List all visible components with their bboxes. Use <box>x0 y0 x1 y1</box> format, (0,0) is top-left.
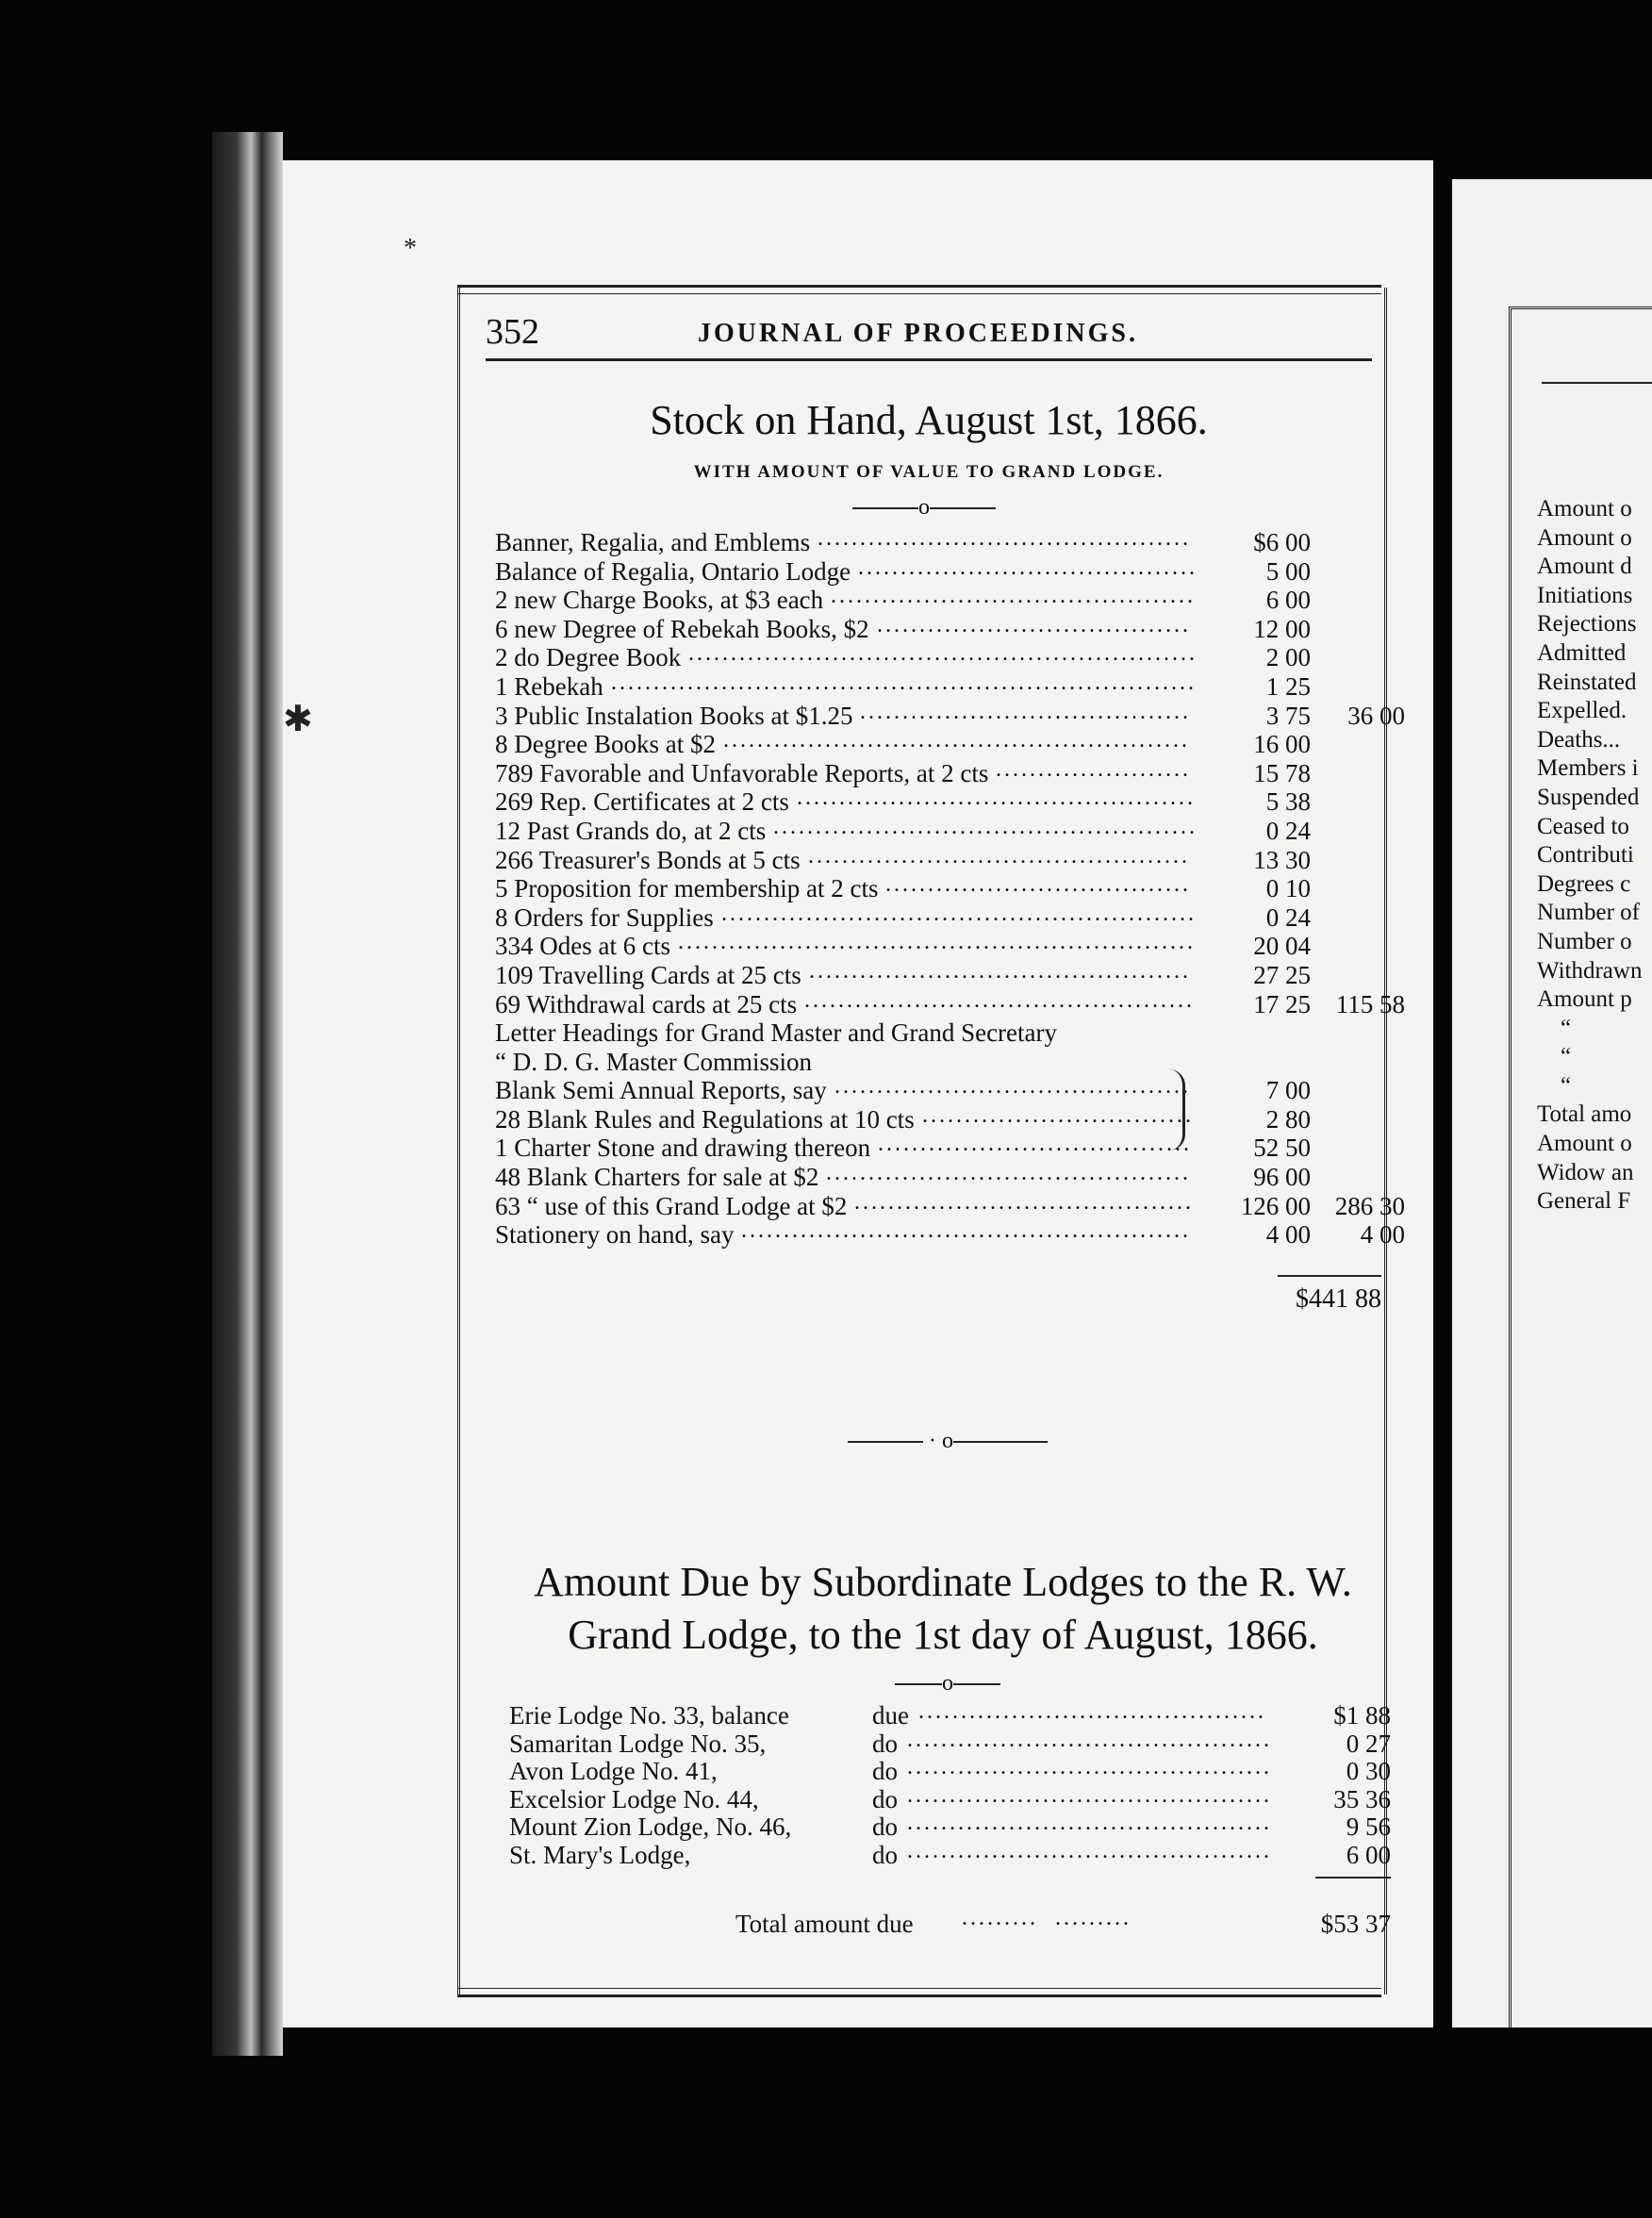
adjacent-page-list <box>1537 495 1652 1217</box>
stock-ornament <box>830 495 1018 521</box>
scan-speck: * <box>404 234 417 263</box>
stock-row-description: Blank Semi Annual Reports, say <box>495 1076 827 1105</box>
leader-dots: ........................................... <box>831 584 1196 609</box>
stock-row-amount: 0 10 <box>1265 874 1311 903</box>
stock-row <box>495 1018 1381 1048</box>
stock-row-description: Balance of Regalia, Ontario Lodge <box>495 556 851 586</box>
adjacent-page-line: Withdrawn <box>1537 957 1643 984</box>
due-row-amount: 0 30 <box>1346 1757 1391 1786</box>
leader-dots: ........................................... <box>907 1838 1272 1863</box>
leader-dots: ........................................... <box>907 1782 1272 1808</box>
adjacent-page-line: General F <box>1537 1188 1631 1215</box>
scan-speck: ✱ <box>283 700 313 739</box>
stock-row-description: 8 Orders for Supplies <box>495 902 714 932</box>
due-total-label: Total amount due <box>735 1910 914 1938</box>
due-row-ditto: due <box>872 1701 909 1730</box>
stock-row-description: 1 Rebekah <box>495 671 603 701</box>
leader-dots: ................................ <box>922 1102 1194 1128</box>
stock-row-amount: $6 00 <box>1253 528 1311 556</box>
stock-row <box>495 730 1381 759</box>
stock-row-amount: 7 00 <box>1265 1076 1311 1105</box>
leader-dots: ............................................ <box>818 526 1191 551</box>
section-separator: · o <box>839 1429 1056 1454</box>
book-spine-edge <box>212 132 283 2056</box>
stock-row-amount: 3 75 <box>1265 701 1311 730</box>
adjacent-page-line: Admitted <box>1537 639 1627 666</box>
leader-dots: .......................................... <box>834 1074 1191 1100</box>
adjacent-page-line: “ <box>1561 1015 1572 1041</box>
leader-dots: ........................................... <box>826 1161 1191 1186</box>
leader-dots: ............................................. <box>809 958 1191 984</box>
adjacent-page-line: Amount o <box>1537 524 1632 551</box>
leader-dots: ........................................ <box>858 554 1198 580</box>
stock-grand-total: $441 88 <box>1296 1284 1381 1314</box>
stock-row-subtotal: 36 00 <box>1347 701 1405 730</box>
adjacent-page-line: Members i <box>1537 755 1639 782</box>
stock-row-description: Letter Headings for Grand Master and Grand Secretary <box>495 1018 1058 1048</box>
adjacent-page-line: Suspended <box>1537 784 1640 810</box>
leader-dots: .................................... <box>885 872 1191 898</box>
stock-row-amount: 52 50 <box>1253 1134 1311 1163</box>
leader-dots: ........................................... <box>907 1811 1272 1836</box>
adjacent-page-line: Amount p <box>1537 986 1632 1013</box>
adjacent-page-header-rule <box>1542 382 1652 384</box>
due-title <box>486 1556 1400 1662</box>
leader-dots: ............................................. <box>808 843 1190 869</box>
stock-row-description: 48 Blank Charters for sale at $2 <box>495 1163 819 1192</box>
due-row-lodge: Excelsior Lodge No. 44, <box>509 1784 759 1813</box>
adjacent-page-line: Contributi <box>1537 842 1634 869</box>
stock-row-amount: 15 78 <box>1253 758 1311 787</box>
stock-row-subtotal: 286 30 <box>1334 1191 1405 1220</box>
stock-row-description: Stationery on hand, say <box>495 1220 735 1250</box>
adjacent-page-line: Degrees c <box>1537 870 1631 897</box>
stock-row-amount: 2 80 <box>1265 1104 1311 1134</box>
stock-row-description: 8 Degree Books at $2 <box>495 730 716 759</box>
stock-row-description: 269 Rep. Certificates at 2 cts <box>495 787 789 817</box>
stock-row-amount: 20 04 <box>1253 932 1311 961</box>
due-row-amount: 9 56 <box>1346 1812 1391 1842</box>
page-border-bottom <box>457 1988 1381 1997</box>
adjacent-page-fragment <box>1452 179 1652 2028</box>
leader-dots: ..................................................... <box>741 1218 1191 1244</box>
stock-row-amount: 2 00 <box>1265 643 1311 672</box>
due-row-ditto: do <box>872 1729 898 1758</box>
stock-row-amount: 126 00 <box>1240 1191 1311 1220</box>
leader-dots: ..................................... <box>878 1132 1192 1157</box>
due-table <box>509 1699 1391 1870</box>
stock-row-description: 28 Blank Rules and Regulations at 10 cts <box>495 1104 915 1134</box>
page-border-top <box>457 285 1381 294</box>
leader-dots: ........................................... <box>907 1755 1272 1780</box>
separator-glyph: o <box>942 1429 953 1453</box>
stock-row-description: 2 new Charge Books, at $3 each <box>495 586 824 615</box>
stock-row-amount: 0 24 <box>1265 902 1311 932</box>
leader-dots: ............................................................ <box>688 641 1198 667</box>
stock-row-description: 6 new Degree of Rebekah Books, $2 <box>495 614 869 643</box>
stock-title: Stock on Hand, August 1st, 1866. <box>650 397 1208 443</box>
due-row-lodge: Samaritan Lodge No. 35, <box>509 1729 767 1758</box>
stock-row-description: 266 Treasurer's Bonds at 5 cts <box>495 845 801 874</box>
due-title-line-2: Grand Lodge, to the 1st day of August, 1866. <box>568 1612 1318 1658</box>
due-ornament-glyph: o <box>942 1671 953 1696</box>
due-row-amount: 6 00 <box>1346 1840 1391 1869</box>
leader-dots: ..................................... <box>877 612 1191 637</box>
stock-row-description: “ D. D. G. Master Commission <box>495 1047 812 1076</box>
grand-total-rule <box>1278 1275 1381 1277</box>
leader-dots: .............................................. <box>804 987 1195 1013</box>
stock-row-description: 1 Charter Stone and drawing thereon <box>495 1134 871 1163</box>
due-row-ditto: do <box>872 1840 898 1869</box>
due-row-lodge: St. Mary's Lodge, <box>509 1840 691 1869</box>
stock-row-amount: 12 00 <box>1253 614 1311 643</box>
page-number: 352 <box>486 312 539 352</box>
stock-row-amount: 16 00 <box>1253 730 1311 759</box>
stock-row-description: 63 “ use of this Grand Lodge at $2 <box>495 1191 848 1220</box>
due-row-ditto: do <box>872 1757 898 1786</box>
leader-dots: ....................................................... <box>723 728 1190 753</box>
stock-row-amount: 5 00 <box>1265 556 1311 586</box>
curly-brace <box>1169 1069 1185 1150</box>
stock-row-description: 789 Favorable and Unfavorable Reports, at 2 cts <box>495 758 989 787</box>
adjacent-page-line: “ <box>1561 1044 1572 1070</box>
adjacent-page-line: Initiations <box>1537 582 1633 608</box>
running-header <box>486 311 1372 361</box>
stock-row-subtotal: 4 00 <box>1360 1220 1405 1250</box>
adjacent-page-line: Number of <box>1537 900 1640 926</box>
leader-dots: ......................................... <box>918 1699 1266 1724</box>
adjacent-page-line: Ceased to <box>1537 813 1629 839</box>
stock-row-description: 334 Odes at 6 cts <box>495 932 670 961</box>
stock-row-amount: 0 24 <box>1265 816 1311 845</box>
due-total-rule <box>1315 1877 1391 1879</box>
leader-dots: ..................................................................... <box>611 670 1197 695</box>
leader-dots: ........................................... <box>907 1727 1272 1752</box>
due-title-line-1: Amount Due by Subordinate Lodges to the R. W. <box>534 1559 1352 1605</box>
due-row-lodge: Mount Zion Lodge, No. 46, <box>509 1812 792 1842</box>
due-row-amount: $1 88 <box>1333 1701 1391 1730</box>
stock-row-description: 12 Past Grands do, at 2 cts <box>495 816 767 845</box>
stock-row-amount: 13 30 <box>1253 845 1311 874</box>
stock-row-subtotal: 115 58 <box>1335 989 1405 1018</box>
due-row-amount: 35 36 <box>1333 1784 1391 1813</box>
stock-row-description: 2 do Degree Book <box>495 643 682 672</box>
stock-row <box>495 1218 1405 1250</box>
due-total-row <box>509 1906 1391 1938</box>
stock-row-amount: 5 38 <box>1265 787 1311 817</box>
stock-row-amount: 96 00 <box>1253 1163 1311 1192</box>
adjacent-page-line: Widow an <box>1537 1159 1634 1185</box>
adjacent-page-line: Expelled. <box>1537 698 1627 724</box>
leader-dots: ......... ......... <box>962 1906 1132 1930</box>
adjacent-page-line: “ <box>1561 1072 1572 1099</box>
due-row <box>509 1838 1391 1870</box>
leader-dots: ........................................................ <box>721 901 1197 926</box>
adjacent-page-line: Deaths... <box>1537 726 1621 753</box>
due-total-value: $53 37 <box>1320 1910 1391 1938</box>
leader-dots: ........................................ <box>854 1189 1194 1215</box>
stock-row-amount: 4 00 <box>1265 1220 1311 1250</box>
adjacent-page-line: Amount d <box>1537 554 1632 580</box>
due-row-ditto: do <box>872 1784 898 1813</box>
due-row-lodge: Avon Lodge No. 41, <box>509 1757 718 1786</box>
stock-subtitle: WITH AMOUNT OF VALUE TO GRAND LODGE. <box>693 462 1165 482</box>
due-row-ditto: do <box>872 1812 898 1842</box>
stock-row-amount: 17 25 <box>1253 989 1311 1018</box>
adjacent-page-line: Number o <box>1537 928 1632 954</box>
stock-row-description: 5 Proposition for membership at 2 cts <box>495 874 879 903</box>
ornament-glyph: o <box>918 495 930 520</box>
stock-table <box>495 526 1405 1250</box>
adjacent-page-line: Rejections <box>1537 611 1637 637</box>
stock-row-amount: 27 25 <box>1253 960 1311 989</box>
stock-row-amount: 6 00 <box>1265 586 1311 615</box>
stock-row-description: Banner, Regalia, and Emblems <box>495 528 811 556</box>
stock-row-description: 3 Public Instalation Books at $1.25 <box>495 701 853 730</box>
due-row-amount: 0 27 <box>1346 1729 1391 1758</box>
stock-row-description: 69 Withdrawal cards at 25 cts <box>495 989 798 1018</box>
stock-row-amount: 1 25 <box>1265 671 1311 701</box>
adjacent-page-line: Total amo <box>1537 1101 1632 1128</box>
adjacent-page-line: Reinstated <box>1537 669 1637 695</box>
leader-dots: ....................................... <box>860 699 1191 724</box>
due-ornament <box>877 1671 1018 1697</box>
adjacent-page-line: Amount o <box>1537 496 1632 521</box>
stock-row <box>495 987 1405 1019</box>
leader-dots: .................................................. <box>773 814 1198 839</box>
leader-dots: ....................... <box>996 756 1191 782</box>
due-row-lodge: Erie Lodge No. 33, balance <box>509 1701 789 1730</box>
stock-row-description: 109 Travelling Cards at 25 cts <box>495 960 801 989</box>
leader-dots: ............................................... <box>797 786 1196 811</box>
adjacent-page-line: Amount o <box>1537 1131 1632 1157</box>
running-title: JOURNAL OF PROCEEDINGS. <box>698 319 1139 348</box>
leader-dots: ............................................................. <box>678 930 1196 955</box>
